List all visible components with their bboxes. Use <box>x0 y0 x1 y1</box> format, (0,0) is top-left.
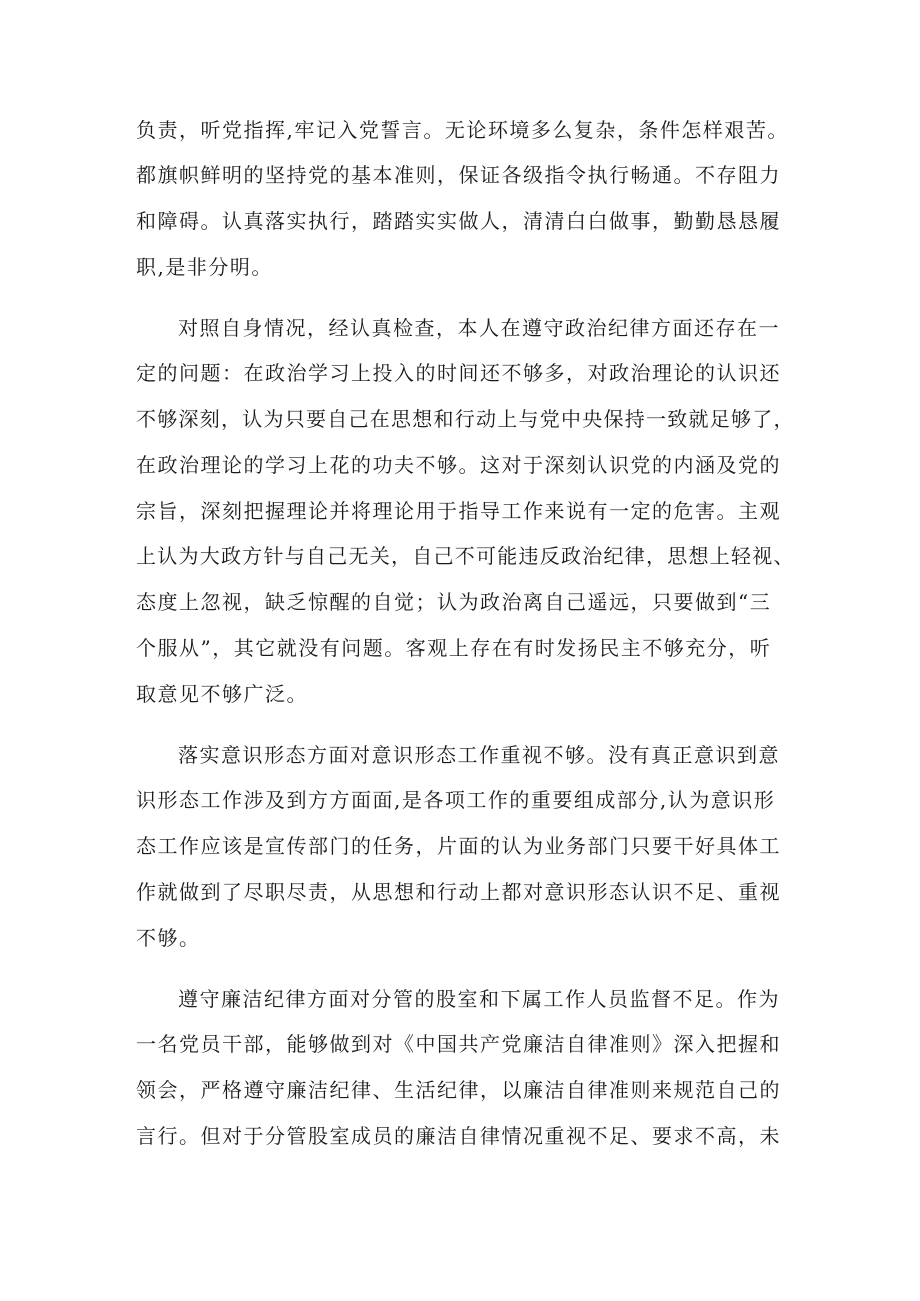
text-line: 领会，严格遵守廉洁纪律、生活纪律，以廉洁自律准则来规范自己的 <box>136 1078 781 1102</box>
text-line: 作就做到了尽职尽责，从思想和行动上都对意识形态认识不足、重视 <box>136 880 781 904</box>
text-line: 不够深刻，认为只要自己在思想和行动上与党中央保持一致就足够了， <box>136 407 795 431</box>
text-line: 个服从”，其它就没有问题。客观上存在有时发扬民主不够充分，听 <box>136 636 772 660</box>
text-line: 和障碍。认真落实执行，踏踏实实做人，清清白白做事，勤勤恳恳履 <box>136 209 781 233</box>
text-line: 落实意识形态方面对意识形态工作重视不够。没有真正意识到意 <box>178 743 780 767</box>
text-line: 识形态工作涉及到方方面面,是各项工作的重要组成部分,认为意识形 <box>136 788 776 812</box>
text-line: 不够。 <box>136 926 201 950</box>
text-line: 定的问题：在政治学习上投入的时间还不够多，对政治理论的认识还 <box>136 361 781 385</box>
text-line: 态度上忽视，缺乏惊醒的自觉；认为政治离自己遥远，只要做到“三 <box>136 590 772 614</box>
text-line: 负责，听党指挥,牢记入党誓言。无论环境多么复杂，条件怎样艰苦。 <box>136 118 789 142</box>
text-line: 在政治理论的学习上花的功夫不够。这对于深刻认识党的内涵及党的 <box>136 453 781 477</box>
text-line: 一名党员干部，能够做到对《中国共产党廉洁自律准则》深入把握和 <box>136 1032 781 1056</box>
text-line: 取意见不够广泛。 <box>136 682 308 706</box>
text-line: 宗旨，深刻把握理论并将理论用于指导工作来说有一定的危害。主观 <box>136 499 781 523</box>
text-line: 言行。但对于分管股室成员的廉洁自律情况重视不足、要求不高，未 <box>136 1124 781 1148</box>
text-line: 都旗帜鲜明的坚持党的基本准则，保证各级指令执行畅通。不存阻力 <box>136 163 781 187</box>
text-line: 上认为大政方针与自己无关，自己不可能违反政治纪律，思想上轻视、 <box>136 544 795 568</box>
text-line: 对照自身情况，经认真检查，本人在遵守政治纪律方面还存在一 <box>178 316 780 340</box>
text-line: 遵守廉洁纪律方面对分管的股室和下属工作人员监督不足。作为 <box>178 987 780 1011</box>
text-line: 职,是非分明。 <box>136 255 273 279</box>
text-line: 态工作应该是宣传部门的任务，片面的认为业务部门只要干好具体工 <box>136 834 781 858</box>
